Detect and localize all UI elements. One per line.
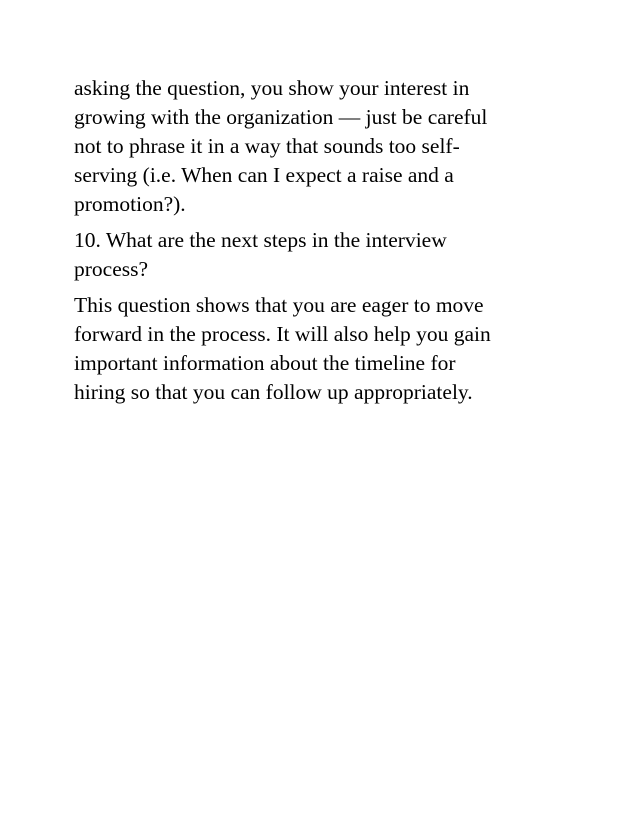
text-line: not to phrase it in a way that sounds too self- — [74, 134, 460, 158]
paragraph-question-10 — [74, 226, 574, 284]
text-line: hiring so that you can follow up appropriately. — [74, 380, 473, 404]
paragraph-answer-continuation — [74, 74, 574, 219]
text-line: asking the question, you show your interest in — [74, 76, 470, 100]
document-body — [74, 74, 574, 414]
text-line: growing with the organization — just be careful — [74, 105, 488, 129]
text-line: This question shows that you are eager to move — [74, 293, 484, 317]
paragraph-answer-10 — [74, 291, 574, 407]
text-line: 10. What are the next steps in the interview — [74, 228, 447, 252]
text-line: forward in the process. It will also help you gain — [74, 322, 491, 346]
text-line: process? — [74, 257, 149, 281]
text-line: promotion?). — [74, 192, 186, 216]
text-line: important information about the timeline for — [74, 351, 456, 375]
text-line: serving (i.e. When can I expect a raise and a — [74, 163, 454, 187]
